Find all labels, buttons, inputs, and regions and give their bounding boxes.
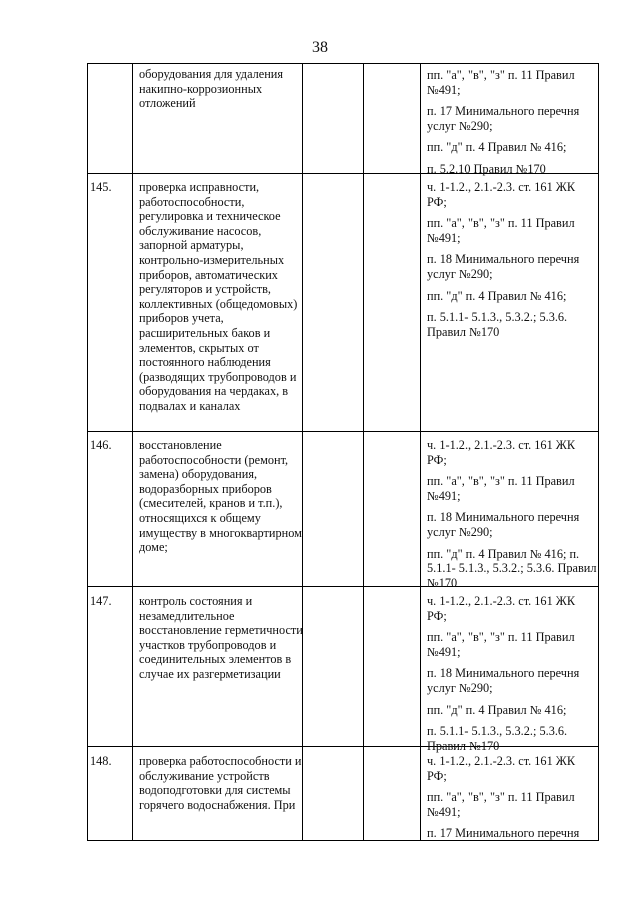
works-table bbox=[87, 63, 599, 841]
reference-item: пп. "а", "в", "з" п. 11 Правил №491; bbox=[427, 474, 575, 503]
reference-item: пп. "а", "в", "з" п. 11 Правил №491; bbox=[427, 68, 575, 97]
legal-references bbox=[427, 68, 597, 177]
reference-item: пп. "д" п. 4 Правил № 416; bbox=[427, 140, 567, 155]
row-number: 145. bbox=[90, 180, 112, 194]
row-divider bbox=[87, 431, 599, 432]
reference-item: пп. "а", "в", "з" п. 11 Правил №491; bbox=[427, 790, 575, 819]
reference-item: пп. "д" п. 4 Правил № 416; bbox=[427, 702, 567, 717]
reference-item: пп. "д" п. 4 Правил № 416; bbox=[427, 288, 567, 303]
work-description: оборудования для удаления накипно-коррозионных отложений bbox=[139, 67, 284, 111]
reference-item: ч. 1-1.2., 2.1.-2.3. ст. 161 ЖК РФ; bbox=[427, 180, 576, 209]
reference-item: ч. 1-1.2., 2.1.-2.3. ст. 161 ЖК РФ; bbox=[427, 438, 576, 467]
table-border-right bbox=[598, 64, 599, 840]
work-description: восстановление работоспособности (ремонт, замена) оборудования, водоразборных приборов (смесителей, кранов и т.п.), относящихся к общему имуществу в многоквартирном доме; bbox=[139, 438, 302, 555]
reference-item: пп. "а", "в", "з" п. 11 Правил №491; bbox=[427, 630, 575, 659]
work-description: контроль состояния и незамедлительное восстановление герметичности участков трубопроводов и соединительных элементов в случае их разгерметизации bbox=[139, 594, 303, 681]
reference-item: п. 5.1.1- 5.1.3., 5.3.2.; 5.3.6. Правил №170 bbox=[427, 310, 568, 339]
row-number: 148. bbox=[90, 754, 112, 768]
reference-item: п. 5.1.1- 5.1.3., 5.3.2.; 5.3.6. Правил №170 bbox=[427, 724, 568, 753]
reference-item: п. 18 Минимального перечня услуг №290; bbox=[427, 252, 580, 281]
reference-item: п. 18 Минимального перечня услуг №290; bbox=[427, 510, 580, 539]
reference-item: п. 17 Минимального перечня услуг №290; bbox=[427, 104, 580, 133]
page-number: 38 bbox=[312, 39, 328, 56]
legal-references bbox=[427, 438, 597, 590]
work-description: проверка работоспособности и обслуживание устройств водоподготовки для системы горячего водоснабжения. При bbox=[139, 754, 302, 812]
column-divider bbox=[363, 64, 364, 840]
reference-item: п. 18 Минимального перечня услуг №290; bbox=[427, 666, 580, 695]
reference-item: пп. "а", "в", "з" п. 11 Правил №491; bbox=[427, 216, 575, 245]
reference-item: п. 5.2.10 Правил №170 bbox=[427, 161, 546, 176]
reference-item: ч. 1-1.2., 2.1.-2.3. ст. 161 ЖК РФ; bbox=[427, 754, 576, 783]
work-description: проверка исправности, работоспособности, регулировка и техническое обслуживание насосов, запорной арматуры, контрольно-измерительных приборов, автоматических регуляторов и устройств, коллективных (общедомовых) приборов учета, расширительных баков и элементов, скрытых от постоянного наблюдения (разводящих трубопроводов и оборудования на чердаках, в подвалах и каналах bbox=[139, 180, 298, 413]
legal-references bbox=[427, 594, 597, 753]
reference-item: п. 17 Минимального перечня bbox=[427, 826, 580, 841]
reference-item: ч. 1-1.2., 2.1.-2.3. ст. 161 ЖК РФ; bbox=[427, 594, 576, 623]
legal-references bbox=[427, 180, 597, 339]
table-border-left bbox=[87, 64, 88, 840]
column-divider bbox=[132, 64, 133, 840]
legal-references bbox=[427, 754, 597, 841]
row-number: 146. bbox=[90, 438, 112, 452]
reference-item: пп. "д" п. 4 Правил № 416; п. 5.1.1- 5.1.3., 5.3.2.; 5.3.6. Правил №170 bbox=[427, 546, 597, 590]
row-number: 147. bbox=[90, 594, 112, 608]
column-divider bbox=[420, 64, 421, 840]
